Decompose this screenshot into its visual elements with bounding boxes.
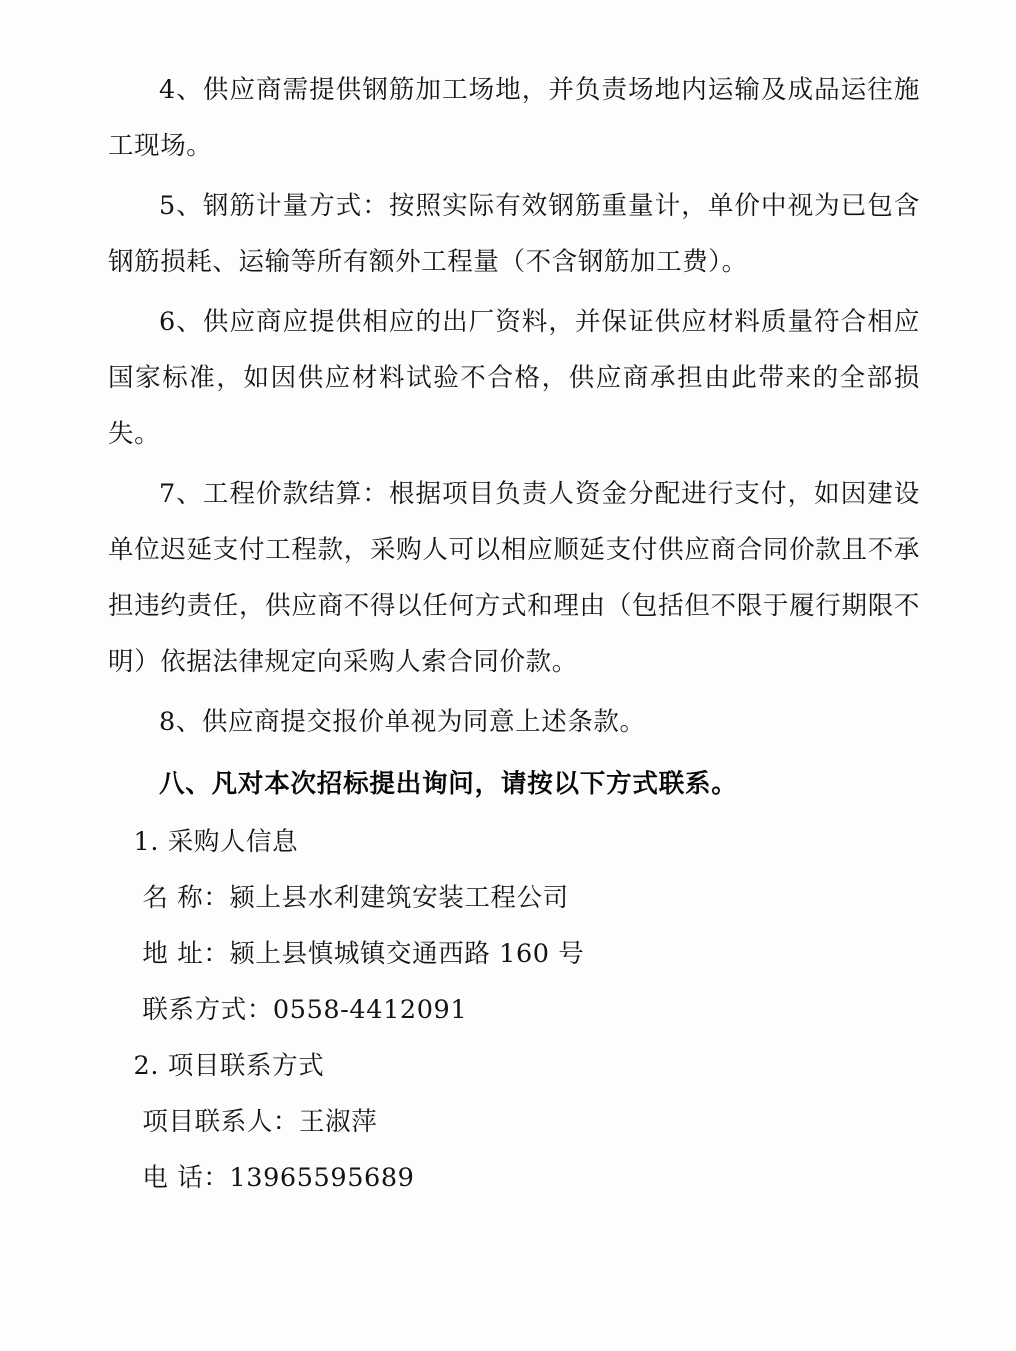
section-heading-eight: 八、凡对本次招标提出询问，请按以下方式联系。 — [159, 769, 738, 799]
contact-section-2-title: 2. 项目联系方式 — [133, 1051, 325, 1081]
project-contact-phone-line: 电 话：13965595689 — [142, 1163, 415, 1193]
project-contact-person-line: 项目联系人：王淑萍 — [142, 1107, 378, 1137]
clause-paragraph-5: 5、钢筋计量方式：按照实际有效钢筋重量计，单价中视为已包含钢筋损耗、运输等所有额外工程量（不含钢筋加工费）。 — [108, 191, 920, 277]
purchaser-name-line: 名 称：颍上县水利建筑安装工程公司 — [142, 883, 569, 913]
clause-paragraph-6: 6、供应商应提供相应的出厂资料，并保证供应材料质量符合相应国家标准，如因供应材料试验不合格，供应商承担由此带来的全部损失。 — [108, 307, 920, 449]
purchaser-address-line: 地 址：颍上县慎城镇交通西路 160 号 — [142, 939, 585, 969]
clause-paragraph-4: 4、供应商需提供钢筋加工场地，并负责场地内运输及成品运往施工现场。 — [108, 75, 920, 161]
clause-paragraph-8: 8、供应商提交报价单视为同意上述条款。 — [159, 707, 646, 737]
contact-section-1-title: 1. 采购人信息 — [133, 827, 299, 857]
purchaser-phone-line: 联系方式：0558-4412091 — [142, 995, 468, 1025]
clause-paragraph-7: 7、工程价款结算：根据项目负责人资金分配进行支付，如因建设单位迟延支付工程款，采购人可以相应顺延支付供应商合同价款且不承担违约责任，供应商不得以任何方式和理由（包括但不限于履行期限不明）依据法律规定向采购人索合同价款。 — [108, 479, 920, 677]
